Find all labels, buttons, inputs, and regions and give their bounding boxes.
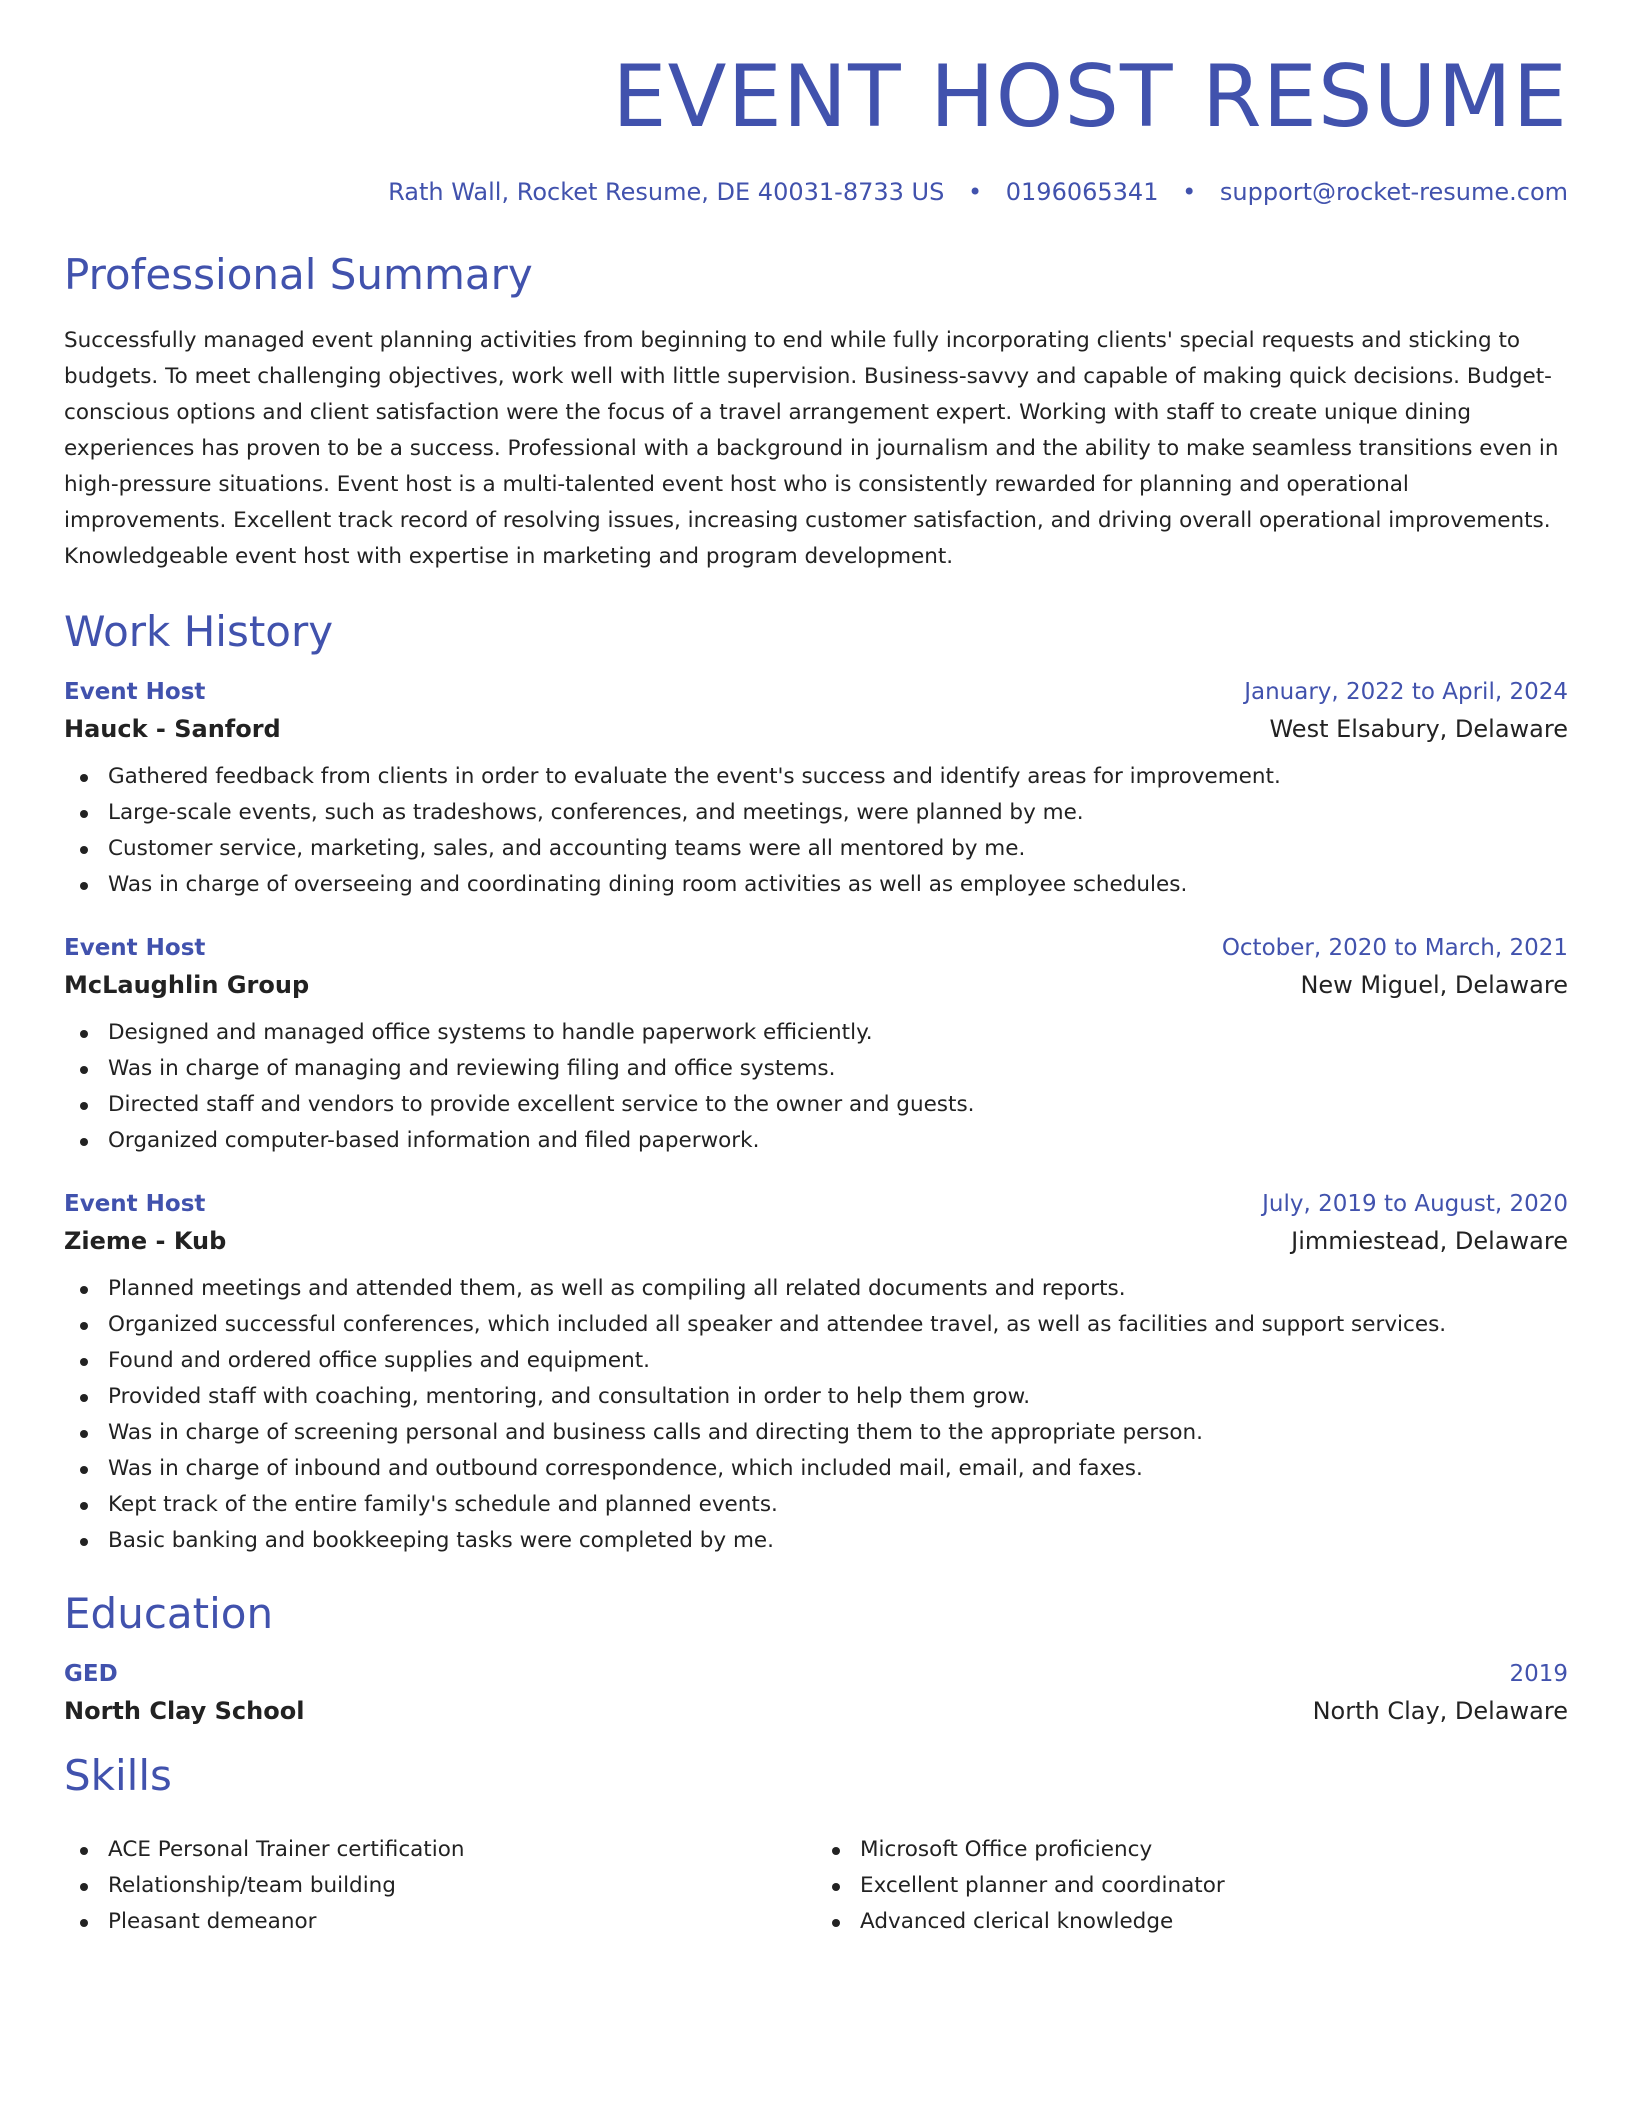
job-company: Hauck - Sanford	[64, 715, 281, 744]
job-company: Zieme - Kub	[64, 1227, 227, 1256]
job-bullet: Was in charge of screening personal and business calls and directing them to the appropriate person.	[64, 1415, 1568, 1451]
skill-item: ACE Personal Trainer certification	[64, 1832, 816, 1868]
job-role: Event Host	[64, 1191, 206, 1218]
job-bullet: Was in charge of managing and reviewing filing and office systems.	[64, 1051, 1568, 1087]
contact-line	[64, 178, 1568, 206]
job-bullet: Customer service, marketing, sales, and accounting teams were all mentored by me.	[64, 831, 1568, 867]
job-bullet: Kept track of the entire family's schedule and planned events.	[64, 1487, 1568, 1523]
job-dates: January, 2022 to April, 2024	[1244, 679, 1568, 706]
education-year: 2019	[1509, 1661, 1568, 1688]
job-entry	[64, 1191, 1568, 1559]
job-bullet: Directed staff and vendors to provide excellent service to the owner and guests.	[64, 1087, 1568, 1123]
skills-left-list	[64, 1832, 816, 1940]
job-bullet: Was in charge of overseeing and coordinating dining room activities as well as employee schedules.	[64, 867, 1568, 903]
skills-columns	[64, 1816, 1568, 1940]
job-role: Event Host	[64, 935, 206, 962]
work-history-heading: Work History	[64, 606, 334, 656]
summary-heading: Professional Summary	[64, 250, 533, 300]
job-location: West Elsabury, Delaware	[1269, 715, 1568, 744]
contact-email: support@rocket-resume.com	[1219, 178, 1568, 207]
contact-separator: •	[1182, 178, 1197, 207]
job-location: Jimmiestead, Delaware	[1291, 1227, 1568, 1256]
job-bullet: Gathered feedback from clients in order to evaluate the event's success and identify areas for improvement.	[64, 759, 1568, 795]
job-entry	[64, 679, 1568, 903]
job-bullets	[64, 759, 1568, 903]
resume-title: EVENT HOST RESUME	[612, 47, 1568, 147]
work-history-section	[64, 607, 1568, 1559]
education-entry	[64, 1661, 1568, 1725]
job-dates: October, 2020 to March, 2021	[1221, 935, 1568, 962]
contact-phone: 0196065341	[1005, 178, 1159, 207]
education-section	[64, 1589, 1568, 1725]
summary-text: Successfully managed event planning activities from beginning to end while fully incorporating clients' special requests and sticking to budgets. To meet challenging objectives, work well with little supervision. Business-savvy and capable of making quick decisions. Budget-conscious options and client satisfaction were the focus of a travel arrangement expert. Working with staff to create unique dining experiences has proven to be a success. Professional with a background in journalism and the ability to make seamless transitions even in high-pressure situations. Event host is a multi-talented event host who is consistently rewarded for planning and operational improvements. Excellent track record of resolving issues, increasing customer satisfaction, and driving overall operational improvements. Knowledgeable event host with expertise in marketing and program development.	[64, 327, 1559, 569]
job-bullet: Large-scale events, such as tradeshows, conferences, and meetings, were planned by me.	[64, 795, 1568, 831]
summary-section	[64, 250, 1568, 574]
education-location: North Clay, Delaware	[1312, 1697, 1568, 1726]
skills-right-list	[816, 1832, 1568, 1940]
skills-section	[64, 1751, 1568, 1939]
job-bullet: Was in charge of inbound and outbound correspondence, which included mail, email, and faxes.	[64, 1451, 1568, 1487]
job-bullet: Designed and managed office systems to handle paperwork efficiently.	[64, 1015, 1568, 1051]
skill-item: Pleasant demeanor	[64, 1904, 816, 1940]
job-dates: July, 2019 to August, 2020	[1262, 1191, 1568, 1218]
job-bullets	[64, 1271, 1568, 1559]
education-degree: GED	[64, 1661, 118, 1688]
job-bullet: Provided staff with coaching, mentoring, and consultation in order to help them grow.	[64, 1379, 1568, 1415]
job-location: New Miguel, Delaware	[1300, 971, 1568, 1000]
education-school: North Clay School	[64, 1697, 305, 1726]
job-bullets	[64, 1015, 1568, 1159]
contact-address: Rath Wall, Rocket Resume, DE 40031-8733 US	[388, 178, 945, 207]
job-role: Event Host	[64, 679, 206, 706]
skill-item: Microsoft Office proficiency	[816, 1832, 1568, 1868]
job-bullet: Found and ordered office supplies and equipment.	[64, 1343, 1568, 1379]
job-bullet: Organized successful conferences, which included all speaker and attendee travel, as well as facilities and support services.	[64, 1307, 1568, 1343]
job-bullet: Organized computer-based information and filed paperwork.	[64, 1123, 1568, 1159]
job-bullet: Planned meetings and attended them, as well as compiling all related documents and reports.	[64, 1271, 1568, 1307]
contact-separator: •	[967, 178, 983, 207]
skill-item: Excellent planner and coordinator	[816, 1868, 1568, 1904]
skill-item: Relationship/team building	[64, 1868, 816, 1904]
education-heading: Education	[64, 1589, 274, 1639]
job-bullet: Basic banking and bookkeeping tasks were completed by me.	[64, 1523, 1568, 1559]
skills-heading: Skills	[64, 1751, 172, 1801]
job-entry	[64, 935, 1568, 1159]
job-company: McLaughlin Group	[64, 971, 310, 1000]
skill-item: Advanced clerical knowledge	[816, 1904, 1568, 1940]
